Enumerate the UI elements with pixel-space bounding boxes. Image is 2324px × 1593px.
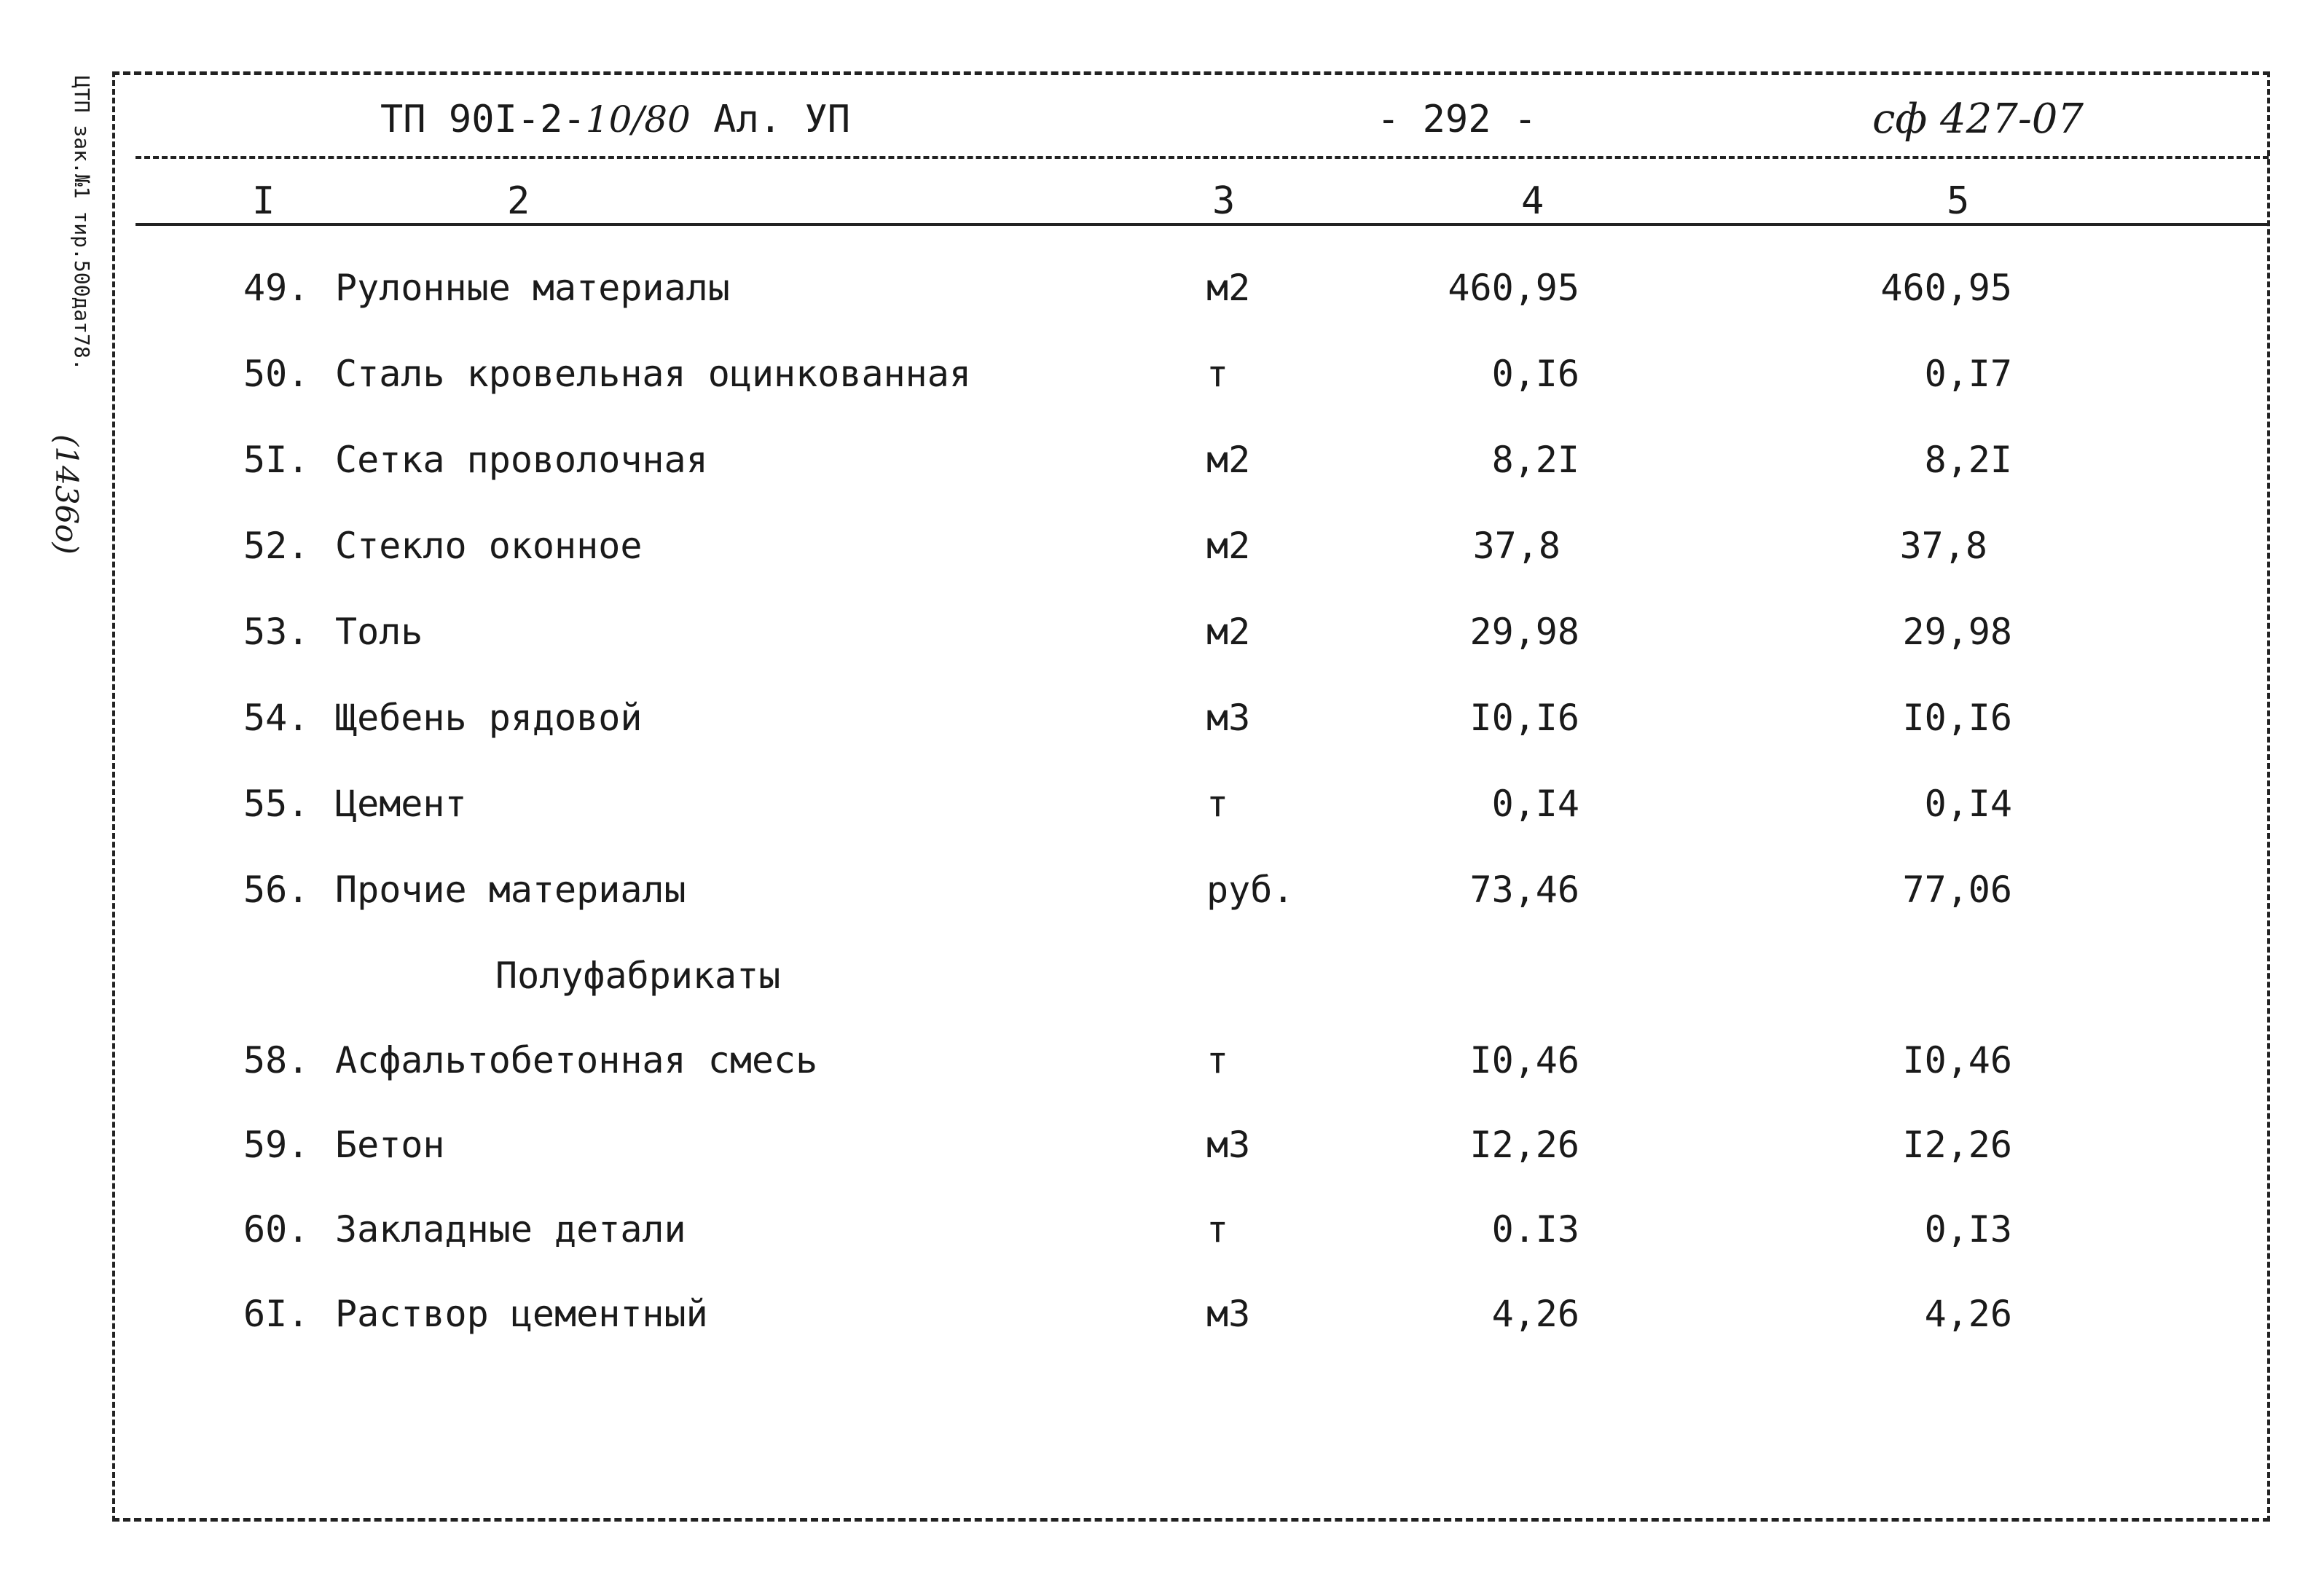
- row-value-col4: 0,I6: [1491, 353, 1579, 395]
- print-stamp: ЦТП зак.№1 тир.500дат78.: [70, 76, 94, 371]
- row-number: 59.: [243, 1124, 310, 1166]
- row-number: 53.: [243, 611, 310, 653]
- row-number: 50.: [243, 353, 310, 395]
- row-number: 54.: [243, 697, 310, 739]
- row-name: Цемент: [335, 783, 467, 825]
- row-name: Стекло оконное: [335, 525, 643, 567]
- row-value-col4: I0,I6: [1469, 697, 1579, 739]
- row-value-col5: 0,I4: [1924, 783, 2012, 825]
- section-title: Полуфабрикаты: [495, 955, 781, 997]
- table-row: [0, 1119, 2324, 1170]
- header-rule: [136, 156, 2269, 159]
- column-number-3: 3: [1212, 179, 1236, 223]
- column-header-rule: [136, 223, 2269, 226]
- row-value-col4: 29,98: [1469, 611, 1579, 653]
- row-value-col4: 0,I4: [1491, 783, 1579, 825]
- row-number: 55.: [243, 783, 310, 825]
- row-name: Сетка проволочная: [335, 439, 708, 481]
- row-value-col5: 8,2I: [1924, 439, 2012, 481]
- row-number: 49.: [243, 267, 310, 309]
- row-value-col5: 0,I7: [1924, 353, 2012, 395]
- table-row: [0, 864, 2324, 915]
- row-unit: руб.: [1206, 869, 1295, 911]
- table-row: [0, 1288, 2324, 1339]
- row-value-col5: 460,95: [1880, 267, 2012, 309]
- row-value-col4: 73,46: [1469, 869, 1579, 911]
- row-value-col5: 29,98: [1902, 611, 2012, 653]
- row-value-col4: 8,2I: [1491, 439, 1579, 481]
- table-row: [0, 434, 2324, 485]
- row-value-col5: 4,26: [1924, 1293, 2012, 1335]
- row-unit: м3: [1206, 697, 1251, 739]
- row-number: 56.: [243, 869, 310, 911]
- table-row: [0, 778, 2324, 829]
- row-value-col4: 460,95: [1448, 267, 1579, 309]
- table-row: [0, 348, 2324, 399]
- row-unit: т: [1206, 353, 1229, 395]
- row-name: Бетон: [335, 1124, 445, 1166]
- album-label: Ал. УП: [690, 98, 851, 141]
- row-number: 6I.: [243, 1293, 310, 1335]
- column-number-1: I: [252, 179, 275, 223]
- table-row: [0, 1035, 2324, 1086]
- page-number: - 292 -: [1377, 98, 1537, 141]
- row-number: 60.: [243, 1208, 310, 1250]
- document-designation: [380, 98, 851, 141]
- table-row: [0, 262, 2324, 313]
- row-value-col5: 77,06: [1902, 869, 2012, 911]
- row-unit: м3: [1206, 1124, 1251, 1166]
- table-row: [0, 692, 2324, 743]
- column-number-5: 5: [1947, 179, 1970, 223]
- table-row: [0, 520, 2324, 571]
- series-prefix: ТП 90I-2-: [380, 98, 586, 141]
- row-name: Раствор цементный: [335, 1293, 708, 1335]
- series-handwritten: 10/80: [585, 98, 691, 141]
- handwritten-margin-note: (1436о): [49, 434, 85, 555]
- row-unit: м2: [1206, 267, 1251, 309]
- row-name: Толь: [335, 611, 423, 653]
- table-row: [0, 1204, 2324, 1255]
- column-number-4: 4: [1521, 179, 1544, 223]
- row-name: Закладные детали: [335, 1208, 686, 1250]
- row-value-col5: I0,46: [1902, 1039, 2012, 1081]
- row-name: Щебень рядовой: [335, 697, 643, 739]
- row-name: Прочие материалы: [335, 869, 686, 911]
- document-code: сф 427-07: [1872, 95, 2084, 143]
- row-name: Сталь кровельная оцинкованная: [335, 353, 971, 395]
- table-row: [0, 606, 2324, 657]
- row-value-col5: I2,26: [1902, 1124, 2012, 1166]
- row-name: Рулонные материалы: [335, 267, 730, 309]
- column-number-2: 2: [507, 179, 530, 223]
- row-name: Асфальтобетонная смесь: [335, 1039, 818, 1081]
- row-unit: м2: [1206, 439, 1251, 481]
- row-number: 5I.: [243, 439, 310, 481]
- row-unit: м2: [1206, 611, 1251, 653]
- row-number: 52.: [243, 525, 310, 567]
- row-number: 58.: [243, 1039, 310, 1081]
- row-value-col4: 37,8: [1472, 525, 1561, 567]
- row-unit: м3: [1206, 1293, 1251, 1335]
- row-value-col4: 0.I3: [1491, 1208, 1579, 1250]
- row-value-col4: 4,26: [1491, 1293, 1579, 1335]
- row-value-col5: 37,8: [1899, 525, 1987, 567]
- row-unit: м2: [1206, 525, 1251, 567]
- row-unit: т: [1206, 1208, 1229, 1250]
- row-value-col4: I0,46: [1469, 1039, 1579, 1081]
- row-value-col4: I2,26: [1469, 1124, 1579, 1166]
- row-value-col5: I0,I6: [1902, 697, 2012, 739]
- row-unit: т: [1206, 783, 1229, 825]
- row-value-col5: 0,I3: [1924, 1208, 2012, 1250]
- row-unit: т: [1206, 1039, 1229, 1081]
